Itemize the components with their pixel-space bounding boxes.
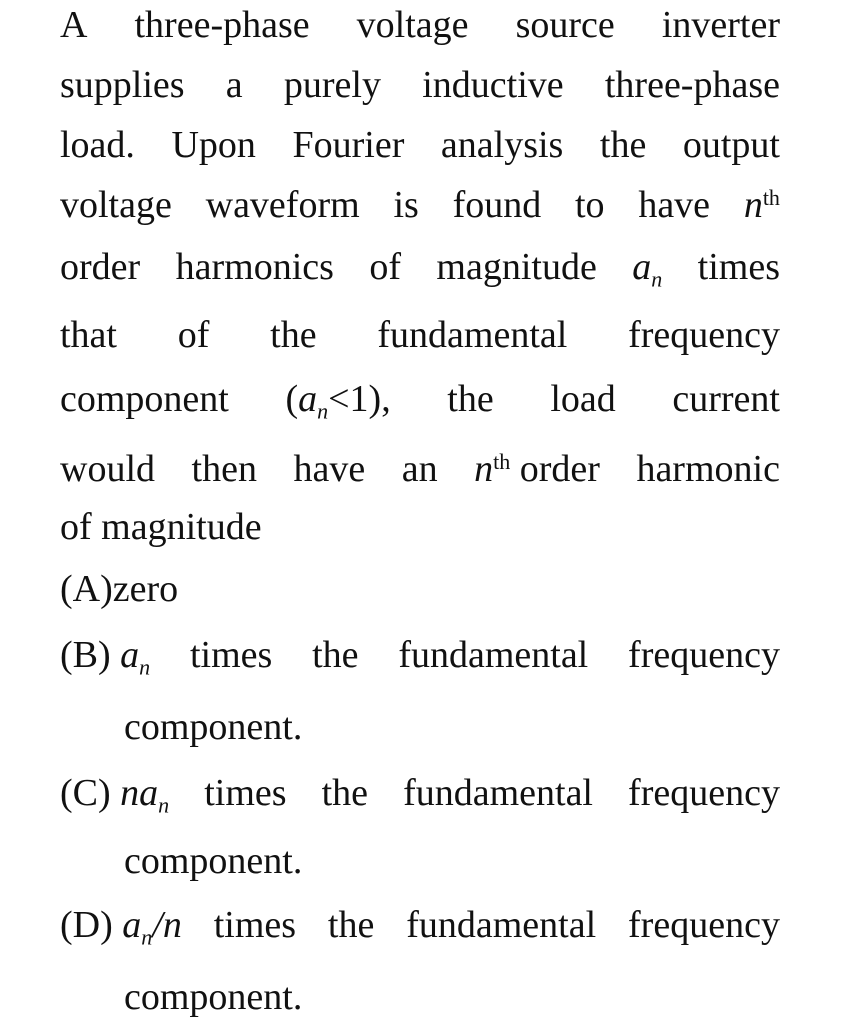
- word: found: [452, 184, 542, 226]
- word: source: [515, 4, 615, 46]
- word: of: [177, 314, 210, 356]
- superscript: th: [762, 184, 780, 210]
- word: A: [60, 4, 88, 46]
- word: the: [327, 904, 375, 946]
- word: frequency: [628, 904, 780, 946]
- question-line-6: [60, 316, 780, 354]
- word: Upon: [171, 124, 256, 166]
- option-c[interactable]: [60, 772, 780, 818]
- superscript: th: [493, 448, 511, 474]
- option-d-label: (D): [60, 904, 113, 946]
- word: three-phase: [604, 64, 780, 106]
- comma: ,: [381, 378, 391, 420]
- word: the: [599, 124, 647, 166]
- word: order: [519, 448, 600, 490]
- word: frequency: [628, 634, 780, 676]
- word: times: [189, 634, 273, 676]
- word: inverter: [661, 4, 780, 46]
- word: waveform: [205, 184, 360, 226]
- math-symbol: n: [743, 184, 763, 226]
- word: harmonic: [636, 448, 780, 490]
- word: then: [191, 448, 257, 490]
- question-line-2: [60, 66, 780, 104]
- word: fundamental: [398, 634, 589, 676]
- option-b-head: [60, 634, 151, 680]
- word: component: [60, 378, 229, 420]
- option-a[interactable]: [60, 570, 780, 608]
- word: magnitude: [436, 246, 597, 288]
- option-a-label: (A): [60, 568, 113, 610]
- option-c-label: (C): [60, 772, 111, 814]
- word: inductive: [422, 64, 564, 106]
- math-symbol: a: [632, 246, 652, 288]
- question-line-3: [60, 126, 780, 164]
- word: times: [697, 246, 780, 288]
- option-d-continuation: [124, 978, 844, 1016]
- math-n-th-order: [474, 450, 600, 488]
- question-line-4: [60, 186, 780, 224]
- word: have: [638, 184, 711, 226]
- word: voltage: [60, 184, 172, 226]
- word: frequency: [628, 772, 780, 814]
- word: have: [293, 448, 366, 490]
- question-line-9: [60, 508, 780, 546]
- word: load.: [60, 124, 135, 166]
- word: an: [401, 448, 438, 490]
- subscript: n: [651, 266, 663, 292]
- paren-open: (: [285, 378, 299, 420]
- word: is: [393, 184, 419, 226]
- option-d-head: [60, 904, 182, 950]
- subscript: n: [317, 398, 329, 424]
- word: Fourier: [292, 124, 405, 166]
- option-c-head: [60, 772, 170, 818]
- option-b[interactable]: [60, 634, 780, 680]
- word: component.: [124, 976, 303, 1018]
- option-b-label: (B): [60, 634, 111, 676]
- word: the: [270, 314, 317, 356]
- question-line-7: [60, 378, 780, 424]
- subscript: n: [158, 792, 170, 818]
- word: would: [60, 448, 155, 490]
- word: times: [204, 772, 287, 814]
- math-symbol: n: [474, 448, 494, 490]
- word: times: [213, 904, 297, 946]
- word: voltage: [356, 4, 469, 46]
- question-line-8: [60, 450, 780, 488]
- word: supplies: [60, 64, 185, 106]
- word: the: [447, 378, 494, 420]
- word: output: [682, 124, 780, 166]
- word: to: [574, 184, 605, 226]
- math-symbol: a: [122, 904, 142, 946]
- word: of: [369, 246, 401, 288]
- word: fundamental: [406, 904, 597, 946]
- word: order: [60, 246, 141, 288]
- question-line-1: [60, 6, 780, 44]
- word: the: [312, 634, 359, 676]
- word: the: [321, 772, 369, 814]
- word: analysis: [440, 124, 564, 166]
- relation: <1): [328, 378, 382, 420]
- word: component.: [124, 706, 303, 748]
- math-slash-n: /n: [152, 904, 182, 946]
- option-d[interactable]: [60, 904, 780, 950]
- math-n-th: [744, 186, 780, 224]
- word: load: [550, 378, 616, 420]
- word: purely: [283, 64, 381, 106]
- subscript: n: [139, 654, 151, 680]
- math-a-n: [632, 246, 663, 292]
- word: three-phase: [134, 4, 310, 46]
- option-a-text: zero: [112, 568, 179, 610]
- word: current: [672, 378, 780, 420]
- word: fundamental: [403, 772, 593, 814]
- question-line-5: [60, 246, 780, 292]
- word: that: [60, 314, 117, 356]
- word: of magnitude: [60, 506, 262, 548]
- word: a: [225, 64, 243, 106]
- word: harmonics: [175, 246, 334, 288]
- option-b-continuation: [124, 708, 844, 746]
- math-symbol: a: [298, 378, 318, 420]
- word: frequency: [628, 314, 780, 356]
- math-condition: [285, 378, 391, 424]
- math-symbol: na: [120, 772, 159, 814]
- math-symbol: a: [120, 634, 140, 676]
- word: fundamental: [377, 314, 568, 356]
- option-c-continuation: [124, 842, 844, 880]
- subscript: n: [141, 924, 153, 950]
- word: component.: [124, 840, 303, 882]
